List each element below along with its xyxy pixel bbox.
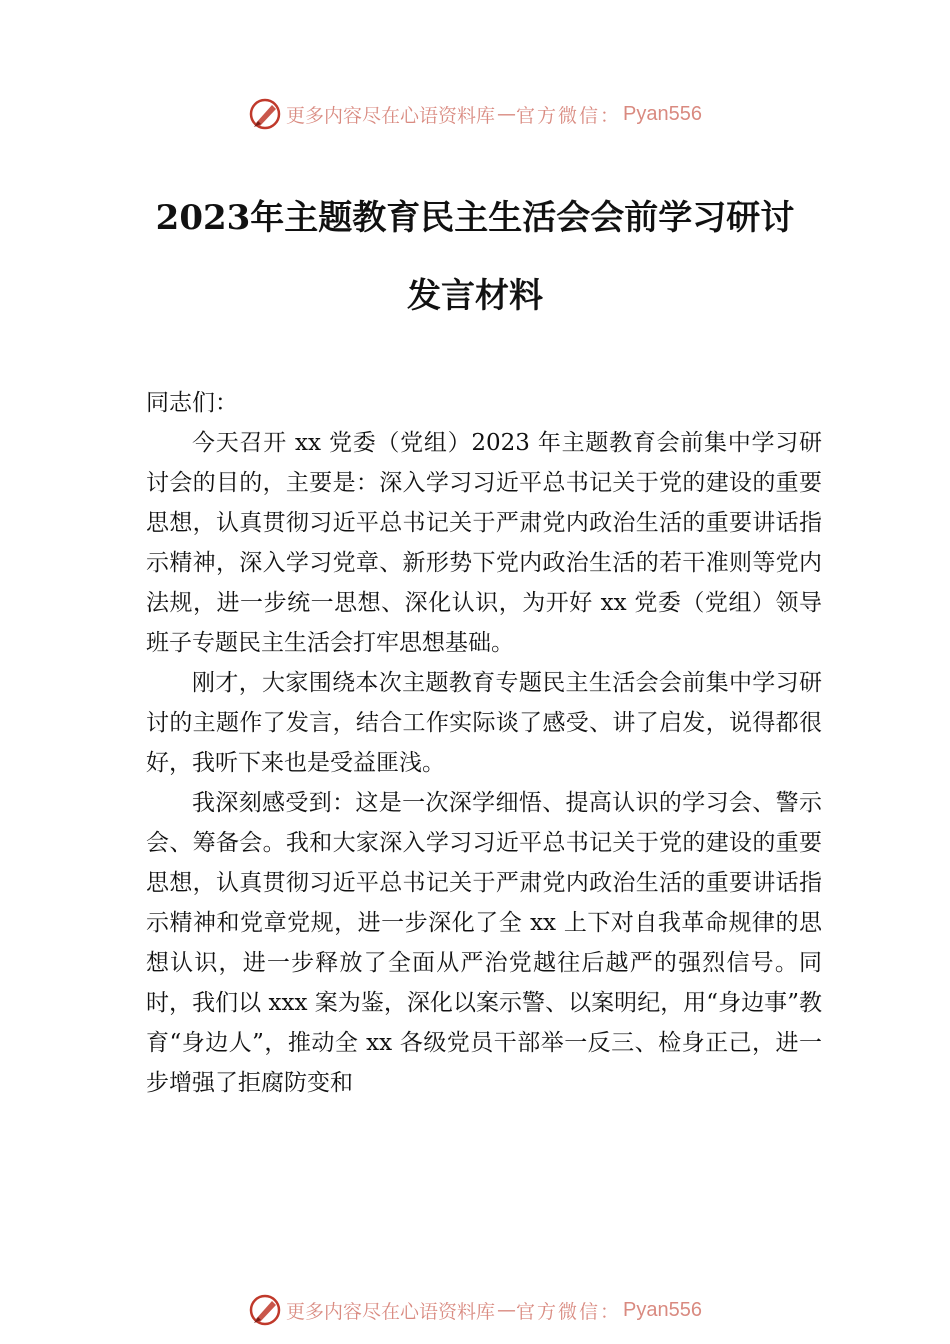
- watermark-banner-bottom: [0, 1290, 950, 1330]
- watermark-separator: —: [497, 1299, 517, 1321]
- watermark-wechat-id: Pyan556: [623, 1298, 702, 1321]
- salutation: 同志们：: [146, 390, 238, 416]
- paragraph: 我深刻感受到：这是一次深学细悟、提高认识的学习会、警示会、筹备会。我和大家深入学习习近平总书记关于党的建设的重要思想，认真贯彻习近平总书记关于严肃党内政治生活的重要讲话指示精神和党章党规，进一步深化了全 xx 上下对自我革命规律的思想认识，进一步释放了全面从严治党越往后越严的强烈信号。同时，我们以 xxx 案为鉴，深化以案示警、以案明纪，用“身边事”教育“身边人”，推动全 xx 各级党员干部举一反三、检身正己，进一步增强了拒腐防变和: [146, 790, 822, 1096]
- watermark-slogan: 更多内容尽在心语资料库: [286, 104, 496, 127]
- watermark-wechat-label: 官方微信：: [516, 104, 622, 127]
- paragraph: 刚才，大家围绕本次主题教育专题民主生活会会前集中学习研讨的主题作了发言，结合工作实际谈了感受、讲了启发，说得都很好，我听下来也是受益匪浅。: [146, 670, 822, 776]
- watermark-separator: —: [497, 103, 517, 125]
- pen-logo-icon: [248, 1293, 282, 1327]
- watermark-wechat-label: 官方微信：: [516, 1300, 622, 1323]
- document-title-line1: 2023年主题教育民主生活会会前学习研讨: [155, 198, 795, 238]
- watermark-slogan: 更多内容尽在心语资料库: [286, 1300, 496, 1323]
- document-body: [146, 383, 822, 1103]
- paragraph: 今天召开 xx 党委（党组）2023 年主题教育会前集中学习研讨会的目的，主要是：深入学习习近平总书记关于党的建设的重要思想，认真贯彻习近平总书记关于严肃党内政治生活的重要讲话指示精神，深入学习党章、新形势下党内政治生活的若干准则等党内法规，进一步统一思想、深化认识，为开好 xx 党委（党组）领导班子专题民主生活会打牢思想基础。: [146, 430, 822, 656]
- pen-logo-icon: [248, 97, 282, 131]
- watermark-banner-top: [0, 94, 950, 134]
- document-title-line2: 发言材料: [407, 276, 543, 316]
- watermark-wechat-id: Pyan556: [623, 102, 702, 125]
